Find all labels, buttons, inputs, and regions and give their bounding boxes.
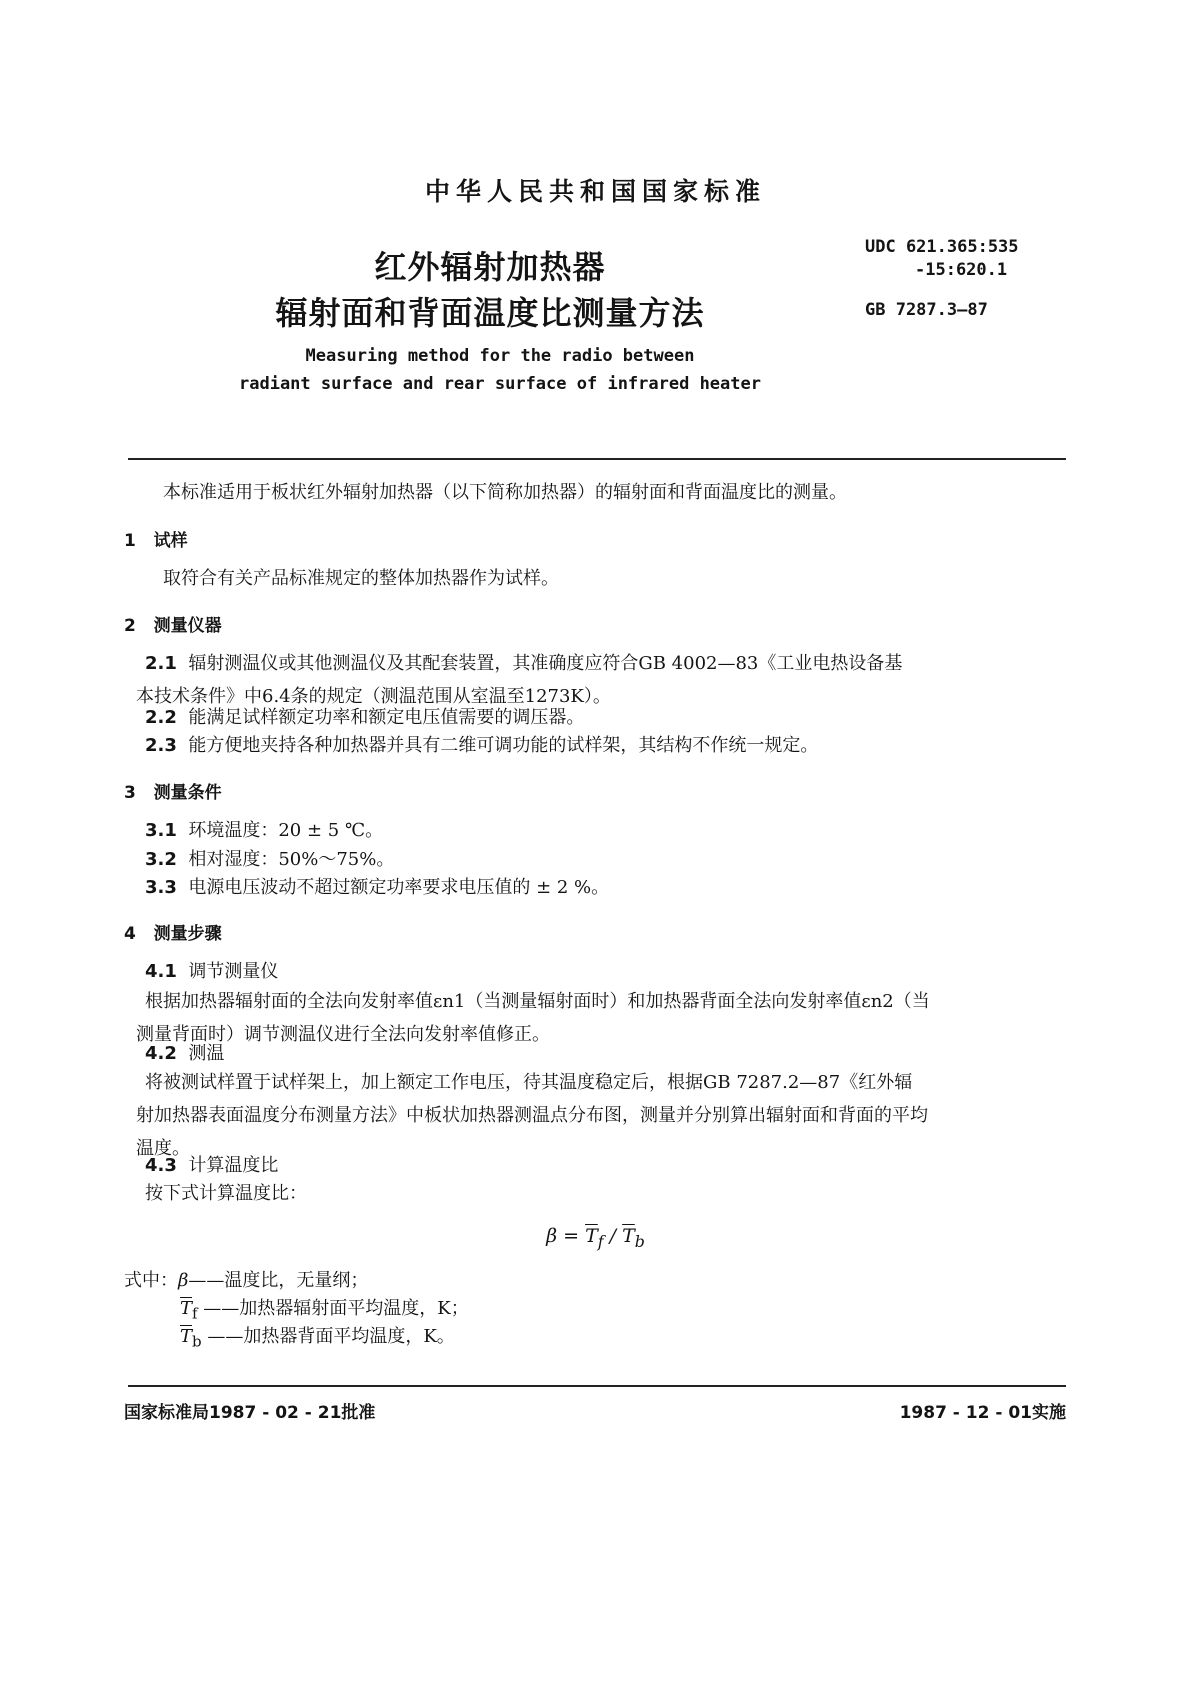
issuer-header: 中华人民共和国国家标准 xyxy=(424,177,766,206)
where-label: 式中： xyxy=(124,1270,178,1291)
clause-4-3-heading xyxy=(145,1153,278,1179)
clause-3-1-text: 环境温度：20 ± 5 ℃。 xyxy=(188,820,384,841)
clause-4-3-text: 按下式计算温度比： xyxy=(145,1183,307,1204)
section-3-title: 测量条件 xyxy=(153,783,222,803)
section-1-title: 试样 xyxy=(153,531,188,551)
clause-4-1-text-b: 测量背面时）调节测温仪进行全法向发射率值修正。 xyxy=(136,1024,550,1045)
section-3-number: 3 xyxy=(124,783,136,803)
english-title-line-1: Measuring method for the radio between xyxy=(305,346,695,366)
title-line-2: 辐射面和背面温度比测量方法 xyxy=(275,294,705,332)
def-tf-text: ——加热器辐射面平均温度，K； xyxy=(197,1298,469,1319)
clause-3-1 xyxy=(145,818,383,844)
footer-rule xyxy=(128,1385,1066,1387)
section-4-title: 测量步骤 xyxy=(153,924,222,944)
clause-2-2-number: 2.2 xyxy=(145,707,177,728)
clause-3-2-text: 相对湿度：50%～75%。 xyxy=(188,849,395,870)
clause-4-2-text-b: 射加热器表面温度分布测量方法》中板状加热器测温点分布图，测量并分别算出辐射面和背面的平均 xyxy=(136,1105,928,1126)
implementation-date: 1987 - 12 - 01实施 xyxy=(899,1403,1066,1423)
clause-2-3-text: 能方便地夹持各种加热器并具有二维可调功能的试样架，其结构不作统一规定。 xyxy=(188,735,819,756)
clause-4-3-number: 4.3 xyxy=(145,1155,177,1176)
header-rule xyxy=(128,458,1066,460)
clause-3-1-number: 3.1 xyxy=(145,820,177,841)
def-beta-text: ——温度比，无量纲； xyxy=(188,1270,369,1291)
section-2-title: 测量仪器 xyxy=(153,616,222,636)
formula-tf-sub: f xyxy=(597,1231,604,1251)
udc-code: UDC 621.365:535 xyxy=(865,237,1019,257)
clause-2-2 xyxy=(145,705,584,731)
clause-4-2-text-c: 温度。 xyxy=(136,1138,190,1159)
section-2-heading xyxy=(124,611,222,636)
def-tb-text: ——加热器背面平均温度，K。 xyxy=(201,1326,455,1347)
clause-2-3 xyxy=(145,733,818,759)
def-tf-symbol: $\overline{T}$ xyxy=(180,1298,193,1319)
clause-3-3-text: 电源电压波动不超过额定功率要求电压值的 ± 2 %。 xyxy=(188,877,610,898)
formula-tf: $\overline{T}$ xyxy=(585,1225,598,1247)
section-1-number: 1 xyxy=(124,531,136,551)
clause-3-2 xyxy=(145,847,394,873)
formula-lhs: β = xyxy=(546,1225,586,1247)
intro-text: 本标准适用于板状红外辐射加热器（以下简称加热器）的辐射面和背面温度比的测量。 xyxy=(163,482,847,503)
clause-2-3-number: 2.3 xyxy=(145,735,177,756)
clause-3-2-number: 3.2 xyxy=(145,849,177,870)
gb-number: GB 7287.3—87 xyxy=(865,300,988,320)
def-tb-sub: b xyxy=(192,1332,202,1351)
section-4-number: 4 xyxy=(124,924,136,944)
formula-slash: / xyxy=(603,1225,623,1247)
def-tb-symbol: $\overline{T}$ xyxy=(180,1326,193,1347)
formula-tb-sub: b xyxy=(634,1231,645,1251)
clause-4-2-body xyxy=(136,1066,1061,1165)
clause-2-1-text-a: 辐射测温仪或其他测温仪及其配套装置，其准确度应符合GB 4002—83《工业电热设备基 xyxy=(188,653,903,674)
section-1-heading xyxy=(124,526,188,551)
clause-2-2-text: 能满足试样额定功率和额定电压值需要的调压器。 xyxy=(188,707,585,728)
approval-date: 国家标准局1987 - 02 - 21批准 xyxy=(124,1403,376,1423)
clause-2-1-number: 2.1 xyxy=(145,653,177,674)
udc-code-cont: -15:620.1 xyxy=(915,260,1008,280)
clause-4-2-number: 4.2 xyxy=(145,1043,177,1064)
clause-4-1-body xyxy=(136,985,1061,1051)
clause-4-2-heading xyxy=(145,1041,224,1067)
temperature-ratio-formula xyxy=(0,1225,1191,1251)
clause-4-2-text-a: 将被测试样置于试样架上，加上额定工作电压，待其温度稳定后，根据GB 7287.2—87《红外辐 xyxy=(145,1072,913,1093)
section-3-heading xyxy=(124,778,222,803)
clause-2-1-text-b: 本技术条件》中6.4条的规定（测温范围从室温至1273K）。 xyxy=(136,686,611,707)
section-4-heading xyxy=(124,919,222,944)
clause-4-2-title: 测温 xyxy=(188,1043,225,1064)
def-beta-symbol: β xyxy=(178,1270,189,1291)
definition-tb xyxy=(180,1324,455,1355)
english-title-line-2: radiant surface and rear surface of infrared heater xyxy=(239,374,761,394)
clause-4-1-number: 4.1 xyxy=(145,961,177,982)
clause-4-1-text-a: 根据加热器辐射面的全法向发射率值εn1（当测量辐射面时）和加热器背面全法向发射率值εn2（当 xyxy=(145,991,930,1012)
definition-beta xyxy=(124,1268,368,1294)
title-line-1: 红外辐射加热器 xyxy=(374,248,606,286)
definition-tf xyxy=(180,1296,469,1327)
clause-3-3 xyxy=(145,875,609,901)
clause-2-1 xyxy=(136,647,1061,713)
clause-3-3-number: 3.3 xyxy=(145,877,177,898)
clause-4-3-title: 计算温度比 xyxy=(188,1155,279,1176)
section-2-number: 2 xyxy=(124,616,136,636)
clause-4-1-title: 调节测量仪 xyxy=(188,961,279,982)
section-1-text: 取符合有关产品标准规定的整体加热器作为试样。 xyxy=(163,568,559,589)
clause-4-1-heading xyxy=(145,959,278,985)
def-tf-sub: f xyxy=(192,1304,198,1323)
formula-tb: $\overline{T}$ xyxy=(622,1225,635,1247)
